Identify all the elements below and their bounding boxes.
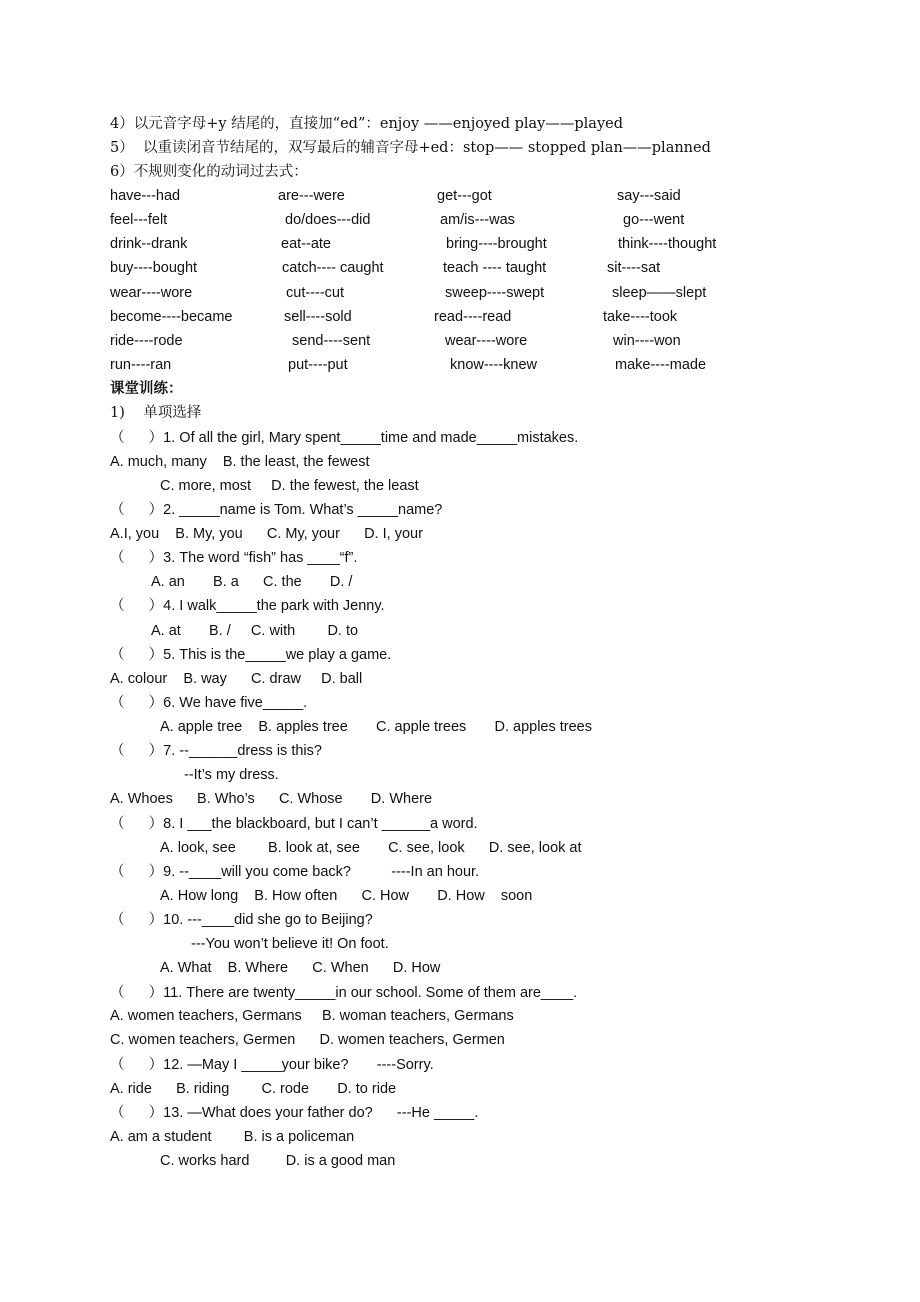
verb-cell: eat--ate <box>281 236 331 252</box>
options: A. ride B. riding C. rode D. to ride <box>110 1081 397 1097</box>
verb-cell: sweep----swept <box>445 285 545 301</box>
question-5: （ ）5. This is the_____we play a game. <box>110 647 392 663</box>
rule-4: 4）以元音字母+y 结尾的，直接加“ed”：enjoy ——enjoyed play——played <box>110 116 623 132</box>
section-title: 1) 单项选择 <box>110 405 202 421</box>
question-7: （ ）7. --______dress is this? <box>110 743 322 759</box>
options: A. How long B. How often C. How D. How soon <box>160 888 533 904</box>
verb-cell: drink--drank <box>110 236 188 252</box>
verb-cell: put----put <box>288 357 348 373</box>
options: A. am a student B. is a policeman <box>110 1129 355 1145</box>
verb-cell: catch---- caught <box>282 260 384 276</box>
options: A. apple tree B. apples tree C. apple trees D. apples trees <box>160 719 592 735</box>
verb-cell: ride----rode <box>110 333 183 349</box>
question-4: （ ）4. I walk_____the park with Jenny. <box>110 598 385 614</box>
verb-cell: do/does---did <box>285 212 371 228</box>
verb-cell: win----won <box>613 333 681 349</box>
question-13: （ ）13. —What does your father do? ---He _____. <box>110 1105 479 1121</box>
verb-cell: run----ran <box>110 357 172 373</box>
options: A. women teachers, Germans B. woman teachers, Germans <box>110 1008 514 1024</box>
options: A. What B. Where C. When D. How <box>160 960 441 976</box>
dialogue-answer: --It’s my dress. <box>184 767 279 783</box>
question-2: （ ）2. _____name is Tom. What’s _____name? <box>110 502 443 518</box>
verb-cell: know----knew <box>450 357 538 373</box>
question-8: （ ）8. I ___the blackboard, but I can’t ______a word. <box>110 816 478 832</box>
question-9: （ ）9. --____will you come back? ----In an hour. <box>110 864 480 880</box>
practice-heading: 课堂训练： <box>110 380 183 397</box>
verb-cell: make----made <box>615 357 707 373</box>
rule-5: 5） 以重读闭音节结尾的，双写最后的辅音字母+ed：stop—— stopped plan——planned <box>110 140 711 156</box>
verb-cell: teach ---- taught <box>443 260 547 276</box>
verb-cell: are---were <box>278 188 345 204</box>
verb-cell: sit----sat <box>607 260 661 276</box>
verb-cell: wear----wore <box>445 333 528 349</box>
verb-cell: am/is---was <box>440 212 515 228</box>
verb-cell: get---got <box>437 188 492 204</box>
options: A. much, many B. the least, the fewest <box>110 454 370 470</box>
verb-cell: bring----brought <box>446 236 547 252</box>
dialogue-answer: ---You won’t believe it! On foot. <box>191 936 389 952</box>
options: A. look, see B. look at, see C. see, look D. see, look at <box>160 840 582 856</box>
rule-6: 6）不规则变化的动词过去式： <box>110 164 308 180</box>
question-11: （ ）11. There are twenty_____in our school. Some of them are____. <box>110 985 578 1001</box>
verb-cell: say---said <box>617 188 681 204</box>
question-1: （ ）1. Of all the girl, Mary spent_____time and made_____mistakes. <box>110 430 579 446</box>
verb-cell: have---had <box>110 188 181 204</box>
verb-cell: go---went <box>623 212 685 228</box>
verb-cell: feel---felt <box>110 212 168 228</box>
options: A. an B. a C. the D. / <box>151 574 353 590</box>
question-10: （ ）10. ---____did she go to Beijing? <box>110 912 373 928</box>
options: A. colour B. way C. draw D. ball <box>110 671 363 687</box>
options: A. at B. / C. with D. to <box>151 623 359 639</box>
question-6: （ ）6. We have five_____. <box>110 695 308 711</box>
question-12: （ ）12. —May I _____your bike? ----Sorry. <box>110 1057 434 1073</box>
verb-cell: sell----sold <box>284 309 352 325</box>
verb-cell: take----took <box>603 309 678 325</box>
verb-cell: sleep——slept <box>612 285 707 301</box>
verb-cell: become----became <box>110 309 233 325</box>
options: C. more, most D. the fewest, the least <box>160 478 419 494</box>
question-3: （ ）3. The word “fish” has ____“f”. <box>110 550 358 566</box>
verb-cell: send----sent <box>292 333 371 349</box>
verb-cell: buy----bought <box>110 260 198 276</box>
verb-cell: wear----wore <box>110 285 193 301</box>
verb-cell: read----read <box>434 309 512 325</box>
verb-cell: think----thought <box>618 236 717 252</box>
options: A. Whoes B. Who’s C. Whose D. Where <box>110 791 433 807</box>
options: C. women teachers, Germen D. women teachers, Germen <box>110 1032 505 1048</box>
options: A.I, you B. My, you C. My, your D. I, your <box>110 526 423 542</box>
options: C. works hard D. is a good man <box>160 1153 396 1169</box>
verb-cell: cut----cut <box>286 285 344 301</box>
